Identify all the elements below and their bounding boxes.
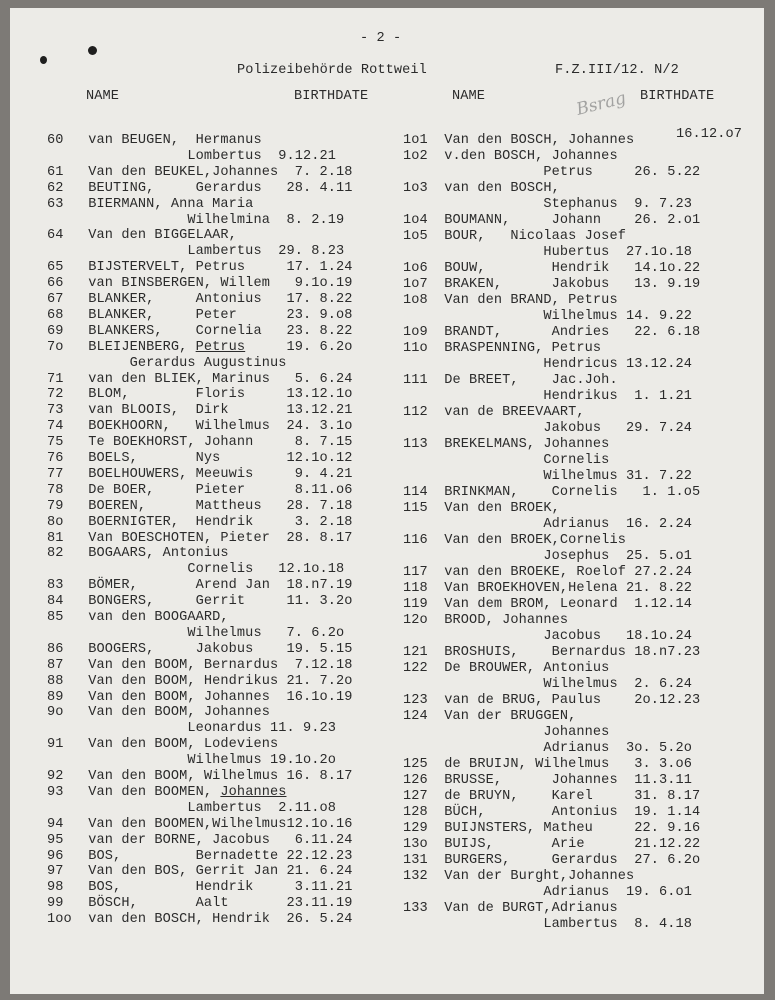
list-item: 85 van den BOOGAARD, — [47, 610, 229, 625]
list-item: 63 BIERMANN, Anna Maria — [47, 196, 254, 212]
list-item-date: 16.12.o7 — [676, 127, 743, 142]
list-item: Wilhelmus 2. 6.24 — [403, 677, 693, 692]
list-item: Wilhelmus 31. 7.22 — [403, 469, 693, 484]
list-item: Josephus 25. 5.o1 — [403, 549, 693, 564]
right-col-birthdate-header: BIRTHDATE — [640, 89, 715, 104]
list-item: 128 BÜCH, Antonius 19. 1.14 — [403, 805, 701, 820]
list-item: 60 van BEUGEN, Hermanus — [47, 133, 262, 148]
list-item: 1o5 BOUR, Nicolaas Josef — [403, 229, 626, 244]
list-item: 93 Van den BOOMEN, Johannes — [47, 784, 287, 800]
list-item: 1o2 v.den BOSCH, Johannes — [403, 149, 618, 164]
list-item: 13o BUIJS, Arie 21.12.22 — [403, 837, 701, 852]
list-item: 92 Van den BOOM, Wilhelmus 16. 8.17 — [47, 769, 353, 784]
list-item: 86 BOOGERS, Jakobus 19. 5.15 — [47, 641, 353, 657]
list-item: Hendricus 13.12.24 — [403, 357, 693, 372]
list-item: 66 van BINSBERGEN, Willem 9.1o.19 — [47, 276, 353, 292]
list-item: 126 BRUSSE, Johannes 11.3.11 — [403, 773, 693, 788]
list-item: 71 van den BLIEK, Marinus 5. 6.24 — [47, 371, 353, 387]
list-item: 61 Van den BEUKEL,Johannes 7. 2.18 — [47, 164, 353, 180]
list-item: 12o BROOD, Johannes — [403, 613, 569, 628]
punch-hole-icon — [40, 56, 47, 64]
left-col-name-header: NAME — [86, 89, 120, 104]
list-item: Wilhelmina 8. 2.19 — [47, 212, 345, 228]
list-item: 117 van den BROEKE, Roelof 27.2.24 — [403, 565, 693, 580]
list-item: 133 Van de BURGT,Adrianus — [403, 901, 618, 916]
document-sheet — [10, 8, 764, 994]
underlined-name: Johannes — [220, 784, 287, 800]
list-item: Lambertus 8. 4.18 — [403, 917, 693, 932]
list-item: 72 BLOM, Floris 13.12.1o — [47, 387, 353, 403]
list-item: 62 BEUTING, Gerardus 28. 4.11 — [47, 180, 353, 196]
authority-title: Polizeibehörde Rottweil — [237, 63, 427, 78]
list-item: 75 Te BOEKHORST, Johann 8. 7.15 — [47, 435, 353, 451]
list-item: Lambertus 2.11.o8 — [47, 800, 337, 816]
list-item: 1o1 Van den BOSCH, Johannes — [403, 133, 635, 148]
list-item: 122 De BROUWER, Antonius — [403, 661, 610, 676]
list-item: 97 Van den BOS, Gerrit Jan 21. 6.24 — [47, 864, 353, 880]
list-item: 121 BROSHUIS, Bernardus 18.n7.23 — [403, 645, 701, 660]
list-item: 1o3 van den BOSCH, — [403, 181, 560, 196]
list-item: Jakobus 29. 7.24 — [403, 421, 693, 436]
list-item: 116 Van den BROEK,Cornelis — [403, 533, 626, 548]
list-item: 114 BRINKMAN, Cornelis 1. 1.o5 — [403, 485, 701, 500]
list-item: Adrianus 19. 6.o1 — [403, 885, 693, 900]
list-item: Lombertus 9.12.21 — [47, 148, 337, 164]
list-item: 131 BURGERS, Gerardus 27. 6.2o — [403, 853, 701, 868]
list-item: 74 BOEKHOORN, Wilhelmus 24. 3.1o — [47, 419, 353, 435]
list-item: 91 Van den BOOM, Lodeviens — [47, 737, 279, 753]
list-item: 115 Van den BROEK, — [403, 501, 560, 516]
list-item: 79 BOEREN, Mattheus 28. 7.18 — [47, 498, 353, 514]
list-item: 124 Van der BRUGGEN, — [403, 709, 577, 724]
list-item: 99 BÖSCH, Aalt 23.11.19 — [47, 896, 353, 912]
list-item: 88 Van den BOOM, Hendrikus 21. 7.2o — [47, 673, 353, 689]
left-col-birthdate-header: BIRTHDATE — [294, 89, 369, 104]
list-item: 127 de BRUYN, Karel 31. 8.17 — [403, 789, 701, 804]
file-reference: F.Z.III/12. N/2 — [555, 63, 679, 78]
list-item: 11o BRASPENNING, Petrus — [403, 341, 602, 356]
list-item: Johannes — [403, 725, 610, 740]
list-item: 7o BLEIJENBERG, Petrus 19. 6.2o — [47, 339, 353, 355]
list-item: 129 BUIJNSTERS, Matheu 22. 9.16 — [403, 821, 701, 836]
list-item: 1o7 BRAKEN, Jakobus 13. 9.19 — [403, 277, 701, 292]
list-item: Cornelis — [403, 453, 610, 468]
list-item: Wilhelmus 19.1o.2o — [47, 753, 337, 769]
list-item: 1o8 Van den BRAND, Petrus — [403, 293, 618, 308]
list-item: 123 van de BRUG, Paulus 2o.12.23 — [403, 693, 701, 708]
list-item: 113 BREKELMANS, Johannes — [403, 437, 610, 452]
handwritten-stamp: Bsrag — [574, 88, 629, 120]
list-item: Petrus 26. 5.22 — [403, 165, 701, 180]
list-item: Lambertus 29. 8.23 — [47, 244, 345, 260]
list-item: 111 De BREET, Jac.Joh. — [403, 373, 618, 388]
list-item: 132 Van der Burght,Johannes — [403, 869, 635, 884]
list-item: Stephanus 9. 7.23 — [403, 197, 693, 212]
list-item: 98 BOS, Hendrik 3.11.21 — [47, 880, 353, 896]
list-item: Adrianus 3o. 5.2o — [403, 741, 693, 756]
list-item: 67 BLANKER, Antonius 17. 8.22 — [47, 292, 353, 307]
list-item: 77 BOELHOUWERS, Meeuwis 9. 4.21 — [47, 466, 353, 482]
list-item: 89 Van den BOOM, Johannes 16.1o.19 — [47, 689, 353, 705]
list-item: 1o9 BRANDT, Andries 22. 6.18 — [403, 325, 701, 340]
punch-hole-icon — [88, 46, 97, 55]
list-item: 69 BLANKERS, Cornelia 23. 8.22 — [47, 323, 353, 339]
list-item: 112 van de BREEVAART, — [403, 405, 585, 420]
list-item: 1o4 BOUMANN, Johann 26. 2.o1 — [403, 213, 701, 228]
list-item: 81 Van BOESCHOTEN, Pieter 28. 8.17 — [47, 530, 353, 546]
list-item: 94 Van den BOOMEN,Wilhelmus12.1o.16 — [47, 816, 353, 832]
list-item: 1oo van den BOSCH, Hendrik 26. 5.24 — [47, 912, 353, 928]
list-item: 68 BLANKER, Peter 23. 9.o8 — [47, 307, 353, 323]
list-item: Hubertus 27.1o.18 — [403, 245, 693, 260]
list-item: 73 van BLOOIS, Dirk 13.12.21 — [47, 403, 353, 419]
list-item: 76 BOELS, Nys 12.1o.12 — [47, 451, 353, 466]
list-item: 125 de BRUIJN, Wilhelmus 3. 3.o6 — [403, 757, 693, 772]
list-item: 95 van der BORNE, Jacobus 6.11.24 — [47, 832, 353, 848]
list-item: 78 De BOER, Pieter 8.11.o6 — [47, 482, 353, 498]
list-item: 64 Van den BIGGELAAR, — [47, 228, 237, 244]
list-item: 119 Van dem BROM, Leonard 1.12.14 — [403, 597, 693, 612]
list-item: 118 Van BROEKHOVEN,Helena 21. 8.22 — [403, 581, 693, 596]
list-item: Hendrikus 1. 1.21 — [403, 389, 693, 404]
list-item: 87 Van den BOOM, Bernardus 7.12.18 — [47, 657, 353, 673]
list-item: Cornelis 12.1o.18 — [47, 562, 345, 578]
list-item: 96 BOS, Bernadette 22.12.23 — [47, 848, 353, 864]
list-item: 65 BIJSTERVELT, Petrus 17. 1.24 — [47, 260, 353, 276]
list-item: 8o BOERNIGTER, Hendrik 3. 2.18 — [47, 514, 353, 530]
list-item: 83 BÖMER, Arend Jan 18.n7.19 — [47, 578, 353, 594]
list-item: Gerardus Augustinus — [47, 355, 287, 371]
list-item: Wilhelmus 7. 6.2o — [47, 625, 345, 641]
list-item: 82 BOGAARS, Antonius — [47, 546, 229, 562]
list-item: 1o6 BOUW, Hendrik 14.1o.22 — [403, 261, 701, 276]
page-number: - 2 - — [360, 31, 402, 46]
list-item: Adrianus 16. 2.24 — [403, 517, 693, 532]
right-col-name-header: NAME — [452, 89, 486, 104]
list-item: Leonardus 11. 9.23 — [47, 721, 337, 737]
list-item: 84 BONGERS, Gerrit 11. 3.2o — [47, 594, 353, 610]
list-item: 9o Van den BOOM, Johannes — [47, 705, 270, 721]
underlined-name: Petrus — [195, 339, 246, 355]
list-item: Wilhelmus 14. 9.22 — [403, 309, 693, 324]
list-item: Jacobus 18.1o.24 — [403, 629, 693, 644]
